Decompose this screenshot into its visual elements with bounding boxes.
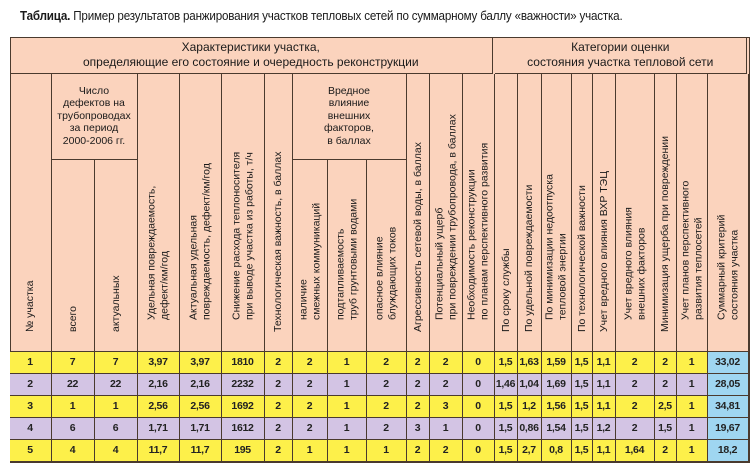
table-cell: 1,59: [542, 352, 572, 374]
group-header-defects: [52, 74, 138, 160]
table-cell: 1,5: [572, 352, 593, 374]
table-cell: 2: [655, 352, 677, 374]
column-header-11: [407, 74, 430, 352]
table-cell: 2: [407, 352, 430, 374]
table-cell: 1,5: [572, 418, 593, 440]
column-header-label: По технологической важности: [575, 185, 588, 332]
group-header-defects-label: Число дефектов на трубопроводах за период 2000-2006 гг.: [57, 84, 131, 147]
column-header-14: [495, 74, 518, 352]
table-cell: 2: [407, 396, 430, 418]
table-cell: 2: [265, 352, 293, 374]
table-cell: 7: [95, 352, 138, 374]
column-header-7: [265, 74, 293, 352]
table-cell: 2: [430, 374, 463, 396]
table-cell: 0: [463, 418, 495, 440]
group-header-external-factors: [293, 74, 407, 160]
table-cell: 1692: [222, 396, 265, 418]
column-header-label: Актуальная удельная повреждаемость, дефект/км/год: [187, 162, 212, 320]
table-cell: 1,46: [495, 374, 518, 396]
table-cell: 1: [328, 396, 367, 418]
table-cell: 2,16: [138, 374, 180, 396]
table-cell: 2: [407, 440, 430, 462]
total-score-cell: 33,02: [708, 352, 749, 374]
column-header-label: Потенциальный ущерб при повреждении трубопровода, в баллах: [433, 113, 458, 320]
column-header-label: Суммарный критерий состояния участка: [715, 214, 740, 320]
table-cell: 2: [407, 374, 430, 396]
table-cell: 1: [293, 440, 328, 462]
table-cell: 1,5: [495, 352, 518, 374]
table-cell: 4: [10, 418, 52, 440]
table-cell: 1,5: [495, 418, 518, 440]
table-cell: 1: [677, 352, 708, 374]
table-cell: 1,63: [518, 352, 542, 374]
column-header-10: [367, 160, 407, 352]
table-cell: 3: [407, 418, 430, 440]
column-header-8: [293, 160, 328, 352]
table-cell: 1,71: [138, 418, 180, 440]
table-cell: 2: [655, 374, 677, 396]
column-header-label: № участка: [23, 280, 36, 332]
column-header-4: [138, 74, 180, 352]
table-cell: 0: [463, 374, 495, 396]
table-cell: 2: [367, 374, 407, 396]
column-header-19: [616, 74, 655, 352]
column-header-label: Необходимость реконструкции по планам перспективного развития: [465, 142, 490, 320]
table-cell: 3: [430, 396, 463, 418]
column-header-3: [95, 160, 138, 352]
column-header-5: [180, 74, 222, 352]
table-cell: 1: [328, 418, 367, 440]
table-cell: 1: [52, 396, 95, 418]
table-cell: 1: [677, 374, 708, 396]
table-cell: 2,56: [180, 396, 222, 418]
table-cell: 2: [616, 374, 655, 396]
table-cell: 2: [430, 440, 463, 462]
column-header-20: [655, 74, 677, 352]
table-cell: 1,54: [542, 418, 572, 440]
table-cell: 2: [655, 440, 677, 462]
group-header-characteristics: [10, 38, 494, 74]
table-cell: 2: [367, 396, 407, 418]
table-cell: 1,1: [593, 440, 616, 462]
column-header-label: актуальных: [109, 275, 122, 332]
table-cell: 1,64: [616, 440, 655, 462]
caption-text: Пример результатов ранжирования участков тепловых сетей по суммарному баллу «важности» участка.: [70, 9, 623, 23]
column-header-label: Агрессивность сетевой воды, в баллах: [411, 142, 424, 332]
table-cell: 2: [367, 418, 407, 440]
table-cell: 11,7: [180, 440, 222, 462]
column-header-label: подтапливаемость труб грунтовыми водами: [334, 198, 359, 320]
table-cell: 2: [265, 396, 293, 418]
table-cell: 2: [293, 418, 328, 440]
column-header-22: [708, 74, 749, 352]
table-cell: 1,1: [593, 396, 616, 418]
table-cell: 0,86: [518, 418, 542, 440]
table-cell: 2: [265, 374, 293, 396]
table-cell: 1: [95, 396, 138, 418]
table-cell: 1: [677, 440, 708, 462]
table-cell: 7: [52, 352, 95, 374]
table-cell: 1,5: [495, 396, 518, 418]
column-header-label: Технологическая важность, в баллах: [271, 151, 284, 332]
ranking-table: [10, 37, 750, 463]
total-score-cell: 19,67: [708, 418, 749, 440]
table-cell: 1,1: [593, 374, 616, 396]
table-cell: 1,56: [542, 396, 572, 418]
table-cell: 2,7: [518, 440, 542, 462]
table-cell: 2,56: [138, 396, 180, 418]
table-cell: 1,69: [542, 374, 572, 396]
column-header-label: всего: [66, 306, 79, 332]
column-header-9: [328, 160, 367, 352]
table-caption: [20, 9, 623, 23]
table-cell: 1,2: [518, 396, 542, 418]
group-header-categories-label: Категории оценки состояния участка тепловой сети: [527, 40, 714, 70]
table-cell: 4: [95, 440, 138, 462]
table-cell: 1: [677, 418, 708, 440]
table-cell: 6: [52, 418, 95, 440]
table-cell: 1,71: [180, 418, 222, 440]
column-header-6: [222, 74, 265, 352]
table-cell: 4: [52, 440, 95, 462]
group-header-external-factors-label: Вредное влияние внешних факторов, в баллах: [324, 84, 374, 147]
caption-label: Таблица.: [20, 9, 71, 23]
table-cell: 1,04: [518, 374, 542, 396]
table-cell: 1: [10, 352, 52, 374]
table-cell: 1,5: [495, 440, 518, 462]
column-header-2: [52, 160, 95, 352]
column-header-17: [572, 74, 593, 352]
table-cell: 2: [430, 352, 463, 374]
total-score-cell: 18,2: [708, 440, 749, 462]
table-cell: 22: [52, 374, 95, 396]
table-cell: 0: [463, 396, 495, 418]
table-cell: 2: [616, 352, 655, 374]
table-cell: 1,5: [655, 418, 677, 440]
table-cell: 3,97: [138, 352, 180, 374]
column-header-12: [430, 74, 463, 352]
column-header-label: Снижение расхода теплоносителя при выводе участка из работы, т/ч: [230, 151, 255, 320]
table-cell: 2: [265, 418, 293, 440]
table-cell: 2: [293, 374, 328, 396]
table-cell: 1810: [222, 352, 265, 374]
table-cell: 2,5: [655, 396, 677, 418]
column-header-label: Минимизация ущерба при повреждении: [658, 136, 671, 332]
table-cell: 2: [616, 396, 655, 418]
table-cell: 0: [463, 440, 495, 462]
table-cell: 1: [677, 396, 708, 418]
column-header-16: [542, 74, 572, 352]
table-cell: 1: [328, 440, 367, 462]
column-header-label: Удельная повреждаемость, дефект/км/год: [145, 185, 170, 320]
column-header-label: Учет вредного влияния внешних факторов: [622, 206, 647, 320]
table-cell: 6: [95, 418, 138, 440]
table-cell: 2: [10, 374, 52, 396]
table-cell: 1612: [222, 418, 265, 440]
column-header-label: По удельной повреждаемости: [522, 184, 535, 332]
table-cell: 0,8: [542, 440, 572, 462]
column-header-13: [463, 74, 495, 352]
column-header-label: опасное влияние блуждающих токов: [373, 226, 398, 320]
table-cell: 2,16: [180, 374, 222, 396]
table-cell: 3: [10, 396, 52, 418]
column-header-1: [10, 74, 52, 352]
table-cell: 2: [616, 418, 655, 440]
table-cell: 1: [328, 352, 367, 374]
table-cell: 195: [222, 440, 265, 462]
column-header-label: По минимизации недоотпуска тепловой энергии: [543, 173, 568, 320]
table-cell: 2232: [222, 374, 265, 396]
table-cell: 2: [367, 352, 407, 374]
group-header-characteristics-label: Характеристики участка, определяющие его состояние и очередность реконструкции: [82, 40, 419, 70]
table-cell: 1,2: [593, 418, 616, 440]
total-score-cell: 34,81: [708, 396, 749, 418]
column-header-21: [677, 74, 708, 352]
table-cell: 22: [95, 374, 138, 396]
table-cell: 1,5: [572, 374, 593, 396]
table-cell: 5: [10, 440, 52, 462]
table-cell: 1: [430, 418, 463, 440]
table-cell: 2: [293, 396, 328, 418]
table-cell: 0: [463, 352, 495, 374]
column-header-label: Учет планов перспективного развития теплосетей: [679, 180, 704, 320]
table-cell: 11,7: [138, 440, 180, 462]
column-header-label: По сроку службы: [499, 248, 512, 332]
table-cell: 1: [367, 440, 407, 462]
column-header-15: [518, 74, 542, 352]
table-cell: 1: [328, 374, 367, 396]
table-cell: 1,5: [572, 440, 593, 462]
group-header-categories: [495, 38, 748, 74]
column-header-label: Учет вредного влияния ВХР ТЭЦ: [597, 171, 610, 332]
table-cell: 3,97: [180, 352, 222, 374]
total-score-cell: 28,05: [708, 374, 749, 396]
table-cell: 1,1: [593, 352, 616, 374]
table-cell: 2: [265, 440, 293, 462]
column-header-18: [593, 74, 616, 352]
table-cell: 1,5: [572, 396, 593, 418]
column-header-label: наличие смежных коммуникаций: [297, 202, 322, 320]
table-cell: 2: [293, 352, 328, 374]
